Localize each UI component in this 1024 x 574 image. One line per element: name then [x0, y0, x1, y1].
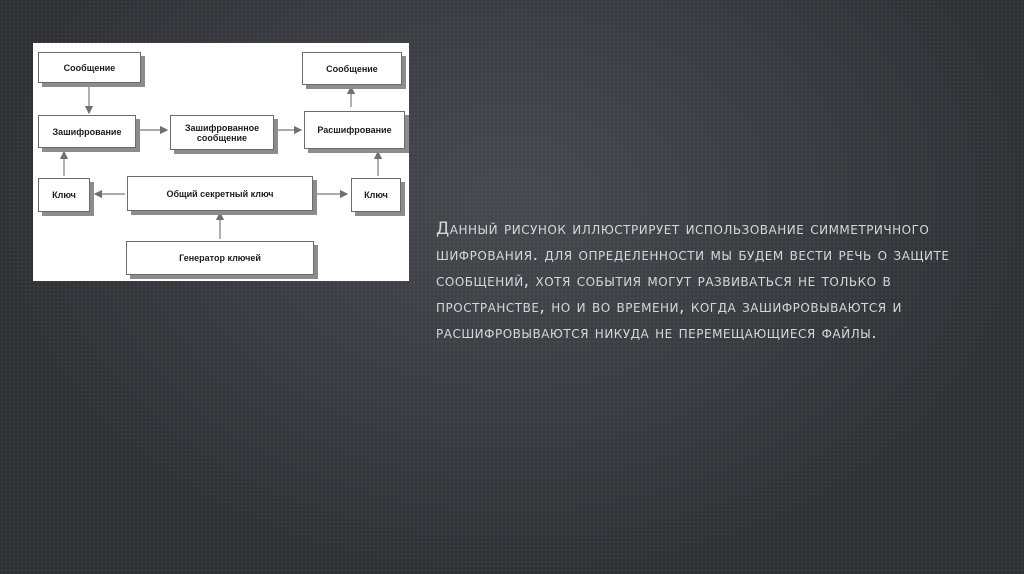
- slide-caption: Данный рисунок иллюстрирует использование симметричного шифрования. для определенности мы будем вести речь о защите сообщений, хотя события могут развиваться не только в пространстве, но и во времени, когда зашифровываются и расшифровываются никуда не перемещающиеся файлы.: [436, 219, 950, 343]
- symmetric-encryption-diagram: [33, 43, 409, 281]
- node-key-right: Ключ: [351, 178, 401, 212]
- node-message-in: Сообщение: [38, 52, 141, 83]
- node-decrypt: Расшифрование: [304, 111, 405, 149]
- node-encrypted-message: Зашифрованное сообщение: [170, 115, 274, 150]
- node-message-out: Сообщение: [302, 52, 402, 85]
- node-shared-key: Общий секретный ключ: [127, 176, 313, 211]
- node-encrypt: Зашифрование: [38, 115, 136, 148]
- node-key-left: Ключ: [38, 178, 90, 212]
- node-key-generator: Генератор ключей: [126, 241, 314, 275]
